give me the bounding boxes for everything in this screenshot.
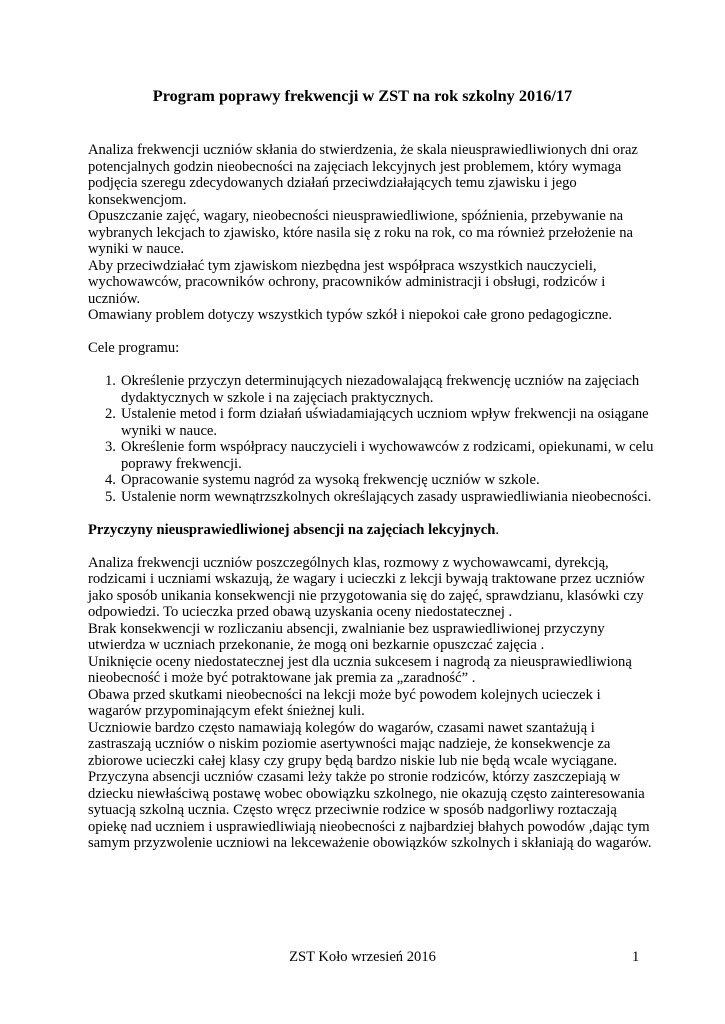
- goals-list: [88, 373, 654, 505]
- causes-paragraph-4: Obawa przed skutkami nieobecności na lekcji może być powodem kolejnych ucieczek i wagarów przypominającym efekt śnieżnej kuli.: [88, 686, 601, 719]
- intro-paragraph-1: Analiza frekwencji uczniów skłania do stwierdzenia, że skala nieusprawiedliwionych dni oraz potencjalnych godzin nieobecności na zajęciach lekcyjnych jest problemem, który wymaga podjęcia szeregu zdecydowanych działań przeciwdziałających temu zjawisku i jego konsekwencjom.: [88, 142, 638, 208]
- causes-paragraph-6: Przyczyna absencji uczniów czasami leży także po stronie rodziców, którzy zaszczepiają w dziecku niewłaściwą postawę wobec obowiązku szkolnego, nie okazują często zainteresowania sytuacją szkolną ucznia. Często wręcz przeciwnie rodzice w sposób nadgorliwy roztaczają opiekę nad uczniem i usprawiedliwiają nieobecności z najbardziej błahych powodów ,dając tym samym przyzwolenie uczniowi na lekceważenie obowiązków szkolnych i skłaniają do wagarów.: [88, 769, 652, 851]
- causes-paragraph-3: Uniknięcie oceny niedostatecznej jest dla ucznia sukcesem i nagrodą za nieusprawiedliwioną nieobecność i może być potraktowane jak premia za „zaradność” .: [88, 653, 632, 686]
- causes-heading-dot: .: [495, 521, 500, 538]
- goal-text: Ustalenie norm wewnątrzszkolnych określających zasady usprawiedliwiania nieobecności.: [121, 488, 652, 505]
- intro-paragraph-3: Aby przeciwdziałać tym zjawiskom niezbędna jest współpraca wszystkich nauczycieli, wychowawców, pracowników ochrony, pracowników administracji i obsługi, rodziców i uczniów.: [88, 257, 606, 307]
- goal-number: 5.: [105, 488, 116, 505]
- goal-item-2: [105, 406, 654, 439]
- goals-heading: Cele programu:: [88, 340, 180, 356]
- goal-text: Określenie form współpracy nauczycieli i wychowawców z rodzicami, opiekunami, w celu poprawy frekwencji.: [121, 439, 654, 472]
- causes-paragraph-5: Uczniowie bardzo często namawiają kolegów do wagarów, czasami nawet szantażują i zastraszają uczniów o niskim poziomie asertywności mając nadzieje, że konsekwencje za zbiorowe ucieczki całej klasy czy grupy będą bardzo niskie lub nie będą wcale wyciągane.: [88, 719, 618, 769]
- intro-paragraph-4: Omawiany problem dotyczy wszystkich typów szkół i niepokoi całe grono pedagogiczne.: [88, 307, 613, 323]
- goal-number: 3.: [105, 439, 116, 455]
- intro-paragraph-2: Opuszczanie zajęć, wagary, nieobecności nieusprawiedliwione, spóźnienia, przebywanie na wybranych lekcjach to zjawisko, które nasila się z roku na rok, co ma również przełożenie na wyniki w nauce.: [88, 208, 634, 257]
- causes-paragraph-1: Analiza frekwencji uczniów poszczególnych klas, rozmowy z wychowawcami, dyrekcją, rodzicami i uczniami wskazują, że wagary i ucieczki z lekcji bywają traktowane przez uczniów jako sposób unikania konsekwencji nie przygotowania się do zajęć, sprawdzianu, klasówki czy odpowiedzi. To ucieczka przed obawą uzyskania oceny niedostatecznej .: [88, 554, 645, 620]
- goal-number: 1.: [105, 373, 116, 389]
- page-number: 1: [632, 949, 640, 965]
- intro-section: [88, 142, 654, 852]
- goal-item-5: [105, 488, 654, 506]
- goal-text: Opracowanie systemu nagród za wysoką frekwencję uczniów w szkole.: [121, 472, 540, 488]
- causes-paragraph-2: Brak konsekwencji w rozliczaniu absencji, zwalnianie bez usprawiedliwionej przyczyny utwierdza w uczniach przekonanie, że mogą oni bezkarnie opuszczać zajęcia .: [88, 620, 605, 653]
- causes-heading: [88, 522, 654, 539]
- footer-text: ZST Koło wrzesień 2016: [289, 949, 436, 965]
- goal-item-1: [105, 373, 654, 406]
- goal-number: 2.: [105, 406, 116, 422]
- causes-heading-text: Przyczyny nieusprawiedliwionej absencji na zajęciach lekcyjnych: [88, 521, 496, 538]
- goal-text: Określenie przyczyn determinujących niezadowalającą frekwencję uczniów na zajęciach dydaktycznych w szkole i na zajęciach praktycznych.: [121, 373, 640, 406]
- goal-number: 4.: [105, 472, 116, 488]
- document-title: Program poprawy frekwencji w ZST na rok szkolny 2016/17: [152, 86, 573, 105]
- goal-item-4: [105, 472, 654, 489]
- goal-text: Ustalenie metod i form działań uświadamiających uczniom wpływ frekwencji na osiągane wyniki w nauce.: [121, 406, 649, 439]
- goal-item-3: [105, 439, 654, 472]
